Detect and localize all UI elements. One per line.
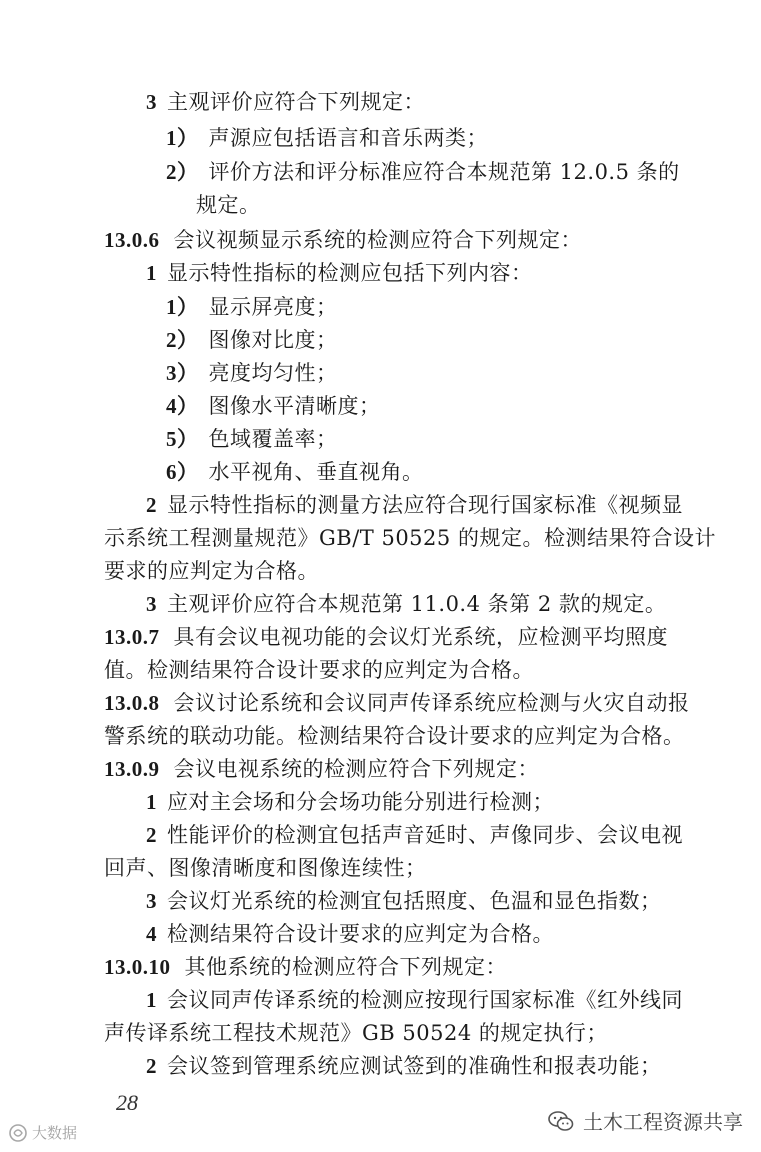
watermark-account [547,1106,743,1135]
page-number: 28 [116,1090,138,1115]
document-line: 4） 图像水平清晰度； [166,394,381,418]
section-heading: 13.0.10 其他系统的检测应符合下列规定： [104,955,507,979]
section-heading: 13.0.7 具有会议电视功能的会议灯光系统，应检测平均照度 [104,625,668,649]
document-line: 1） 声源应包括语言和音乐两类； [166,126,488,150]
section-heading: 13.0.6 会议视频显示系统的检测应符合下列规定： [104,228,582,252]
document-line: 规定。 [196,193,261,217]
document-line: 5） 色域覆盖率； [166,427,338,451]
document-line: 2） 图像对比度； [166,328,338,352]
document-line: 3 主观评价应符合下列规定： [146,90,425,114]
document-line: 回声、图像清晰度和图像连续性； [104,856,427,880]
document-line: 示系统工程测量规范》GB/T 50525 的规定。检测结果符合设计 [104,526,716,550]
document-line: 6） 水平视角、垂直视角。 [166,460,424,484]
document-line: 1） 显示屏亮度； [166,295,338,319]
document-line: 警系统的联动功能。检测结果符合设计要求的应判定为合格。 [104,724,685,748]
document-line: 4 检测结果符合设计要求的应判定为合格。 [146,922,554,946]
watermark-left [8,1122,77,1143]
document-line: 声传译系统工程技术规范》GB 50524 的规定执行； [104,1021,608,1045]
document-line: 2 性能评价的检测宜包括声音延时、声像同步、会议电视 [146,823,683,847]
document-line: 2 会议签到管理系统应测试签到的准确性和报表功能； [146,1054,662,1078]
document-line: 2 显示特性指标的测量方法应符合现行国家标准《视频显 [146,493,683,517]
logo-icon [8,1123,28,1143]
document-line: 1 显示特性指标的检测应包括下列内容： [146,261,533,285]
document-line: 3 主观评价应符合本规范第 11.0.4 条第 2 款的规定。 [146,592,667,616]
watermark-text: 土木工程资源共享 [583,1110,743,1134]
document-line: 1 应对主会场和分会场功能分别进行检测； [146,790,554,814]
document-line: 值。检测结果符合设计要求的应判定为合格。 [104,658,534,682]
watermark-left-text: 大数据 [32,1124,78,1142]
section-heading: 13.0.8 会议讨论系统和会议同声传译系统应检测与火灾自动报 [104,691,690,715]
section-heading: 13.0.9 会议电视系统的检测应符合下列规定： [104,757,539,781]
document-line: 要求的应判定为合格。 [104,559,319,583]
document-line: 3 会议灯光系统的检测宜包括照度、色温和显色指数； [146,889,662,913]
wechat-icon [547,1110,575,1132]
document-line: 2） 评价方法和评分标准应符合本规范第 12.0.5 条的 [166,160,680,184]
document-line: 1 会议同声传译系统的检测应按现行国家标准《红外线同 [146,988,683,1012]
document-line: 3） 亮度均匀性； [166,361,338,385]
